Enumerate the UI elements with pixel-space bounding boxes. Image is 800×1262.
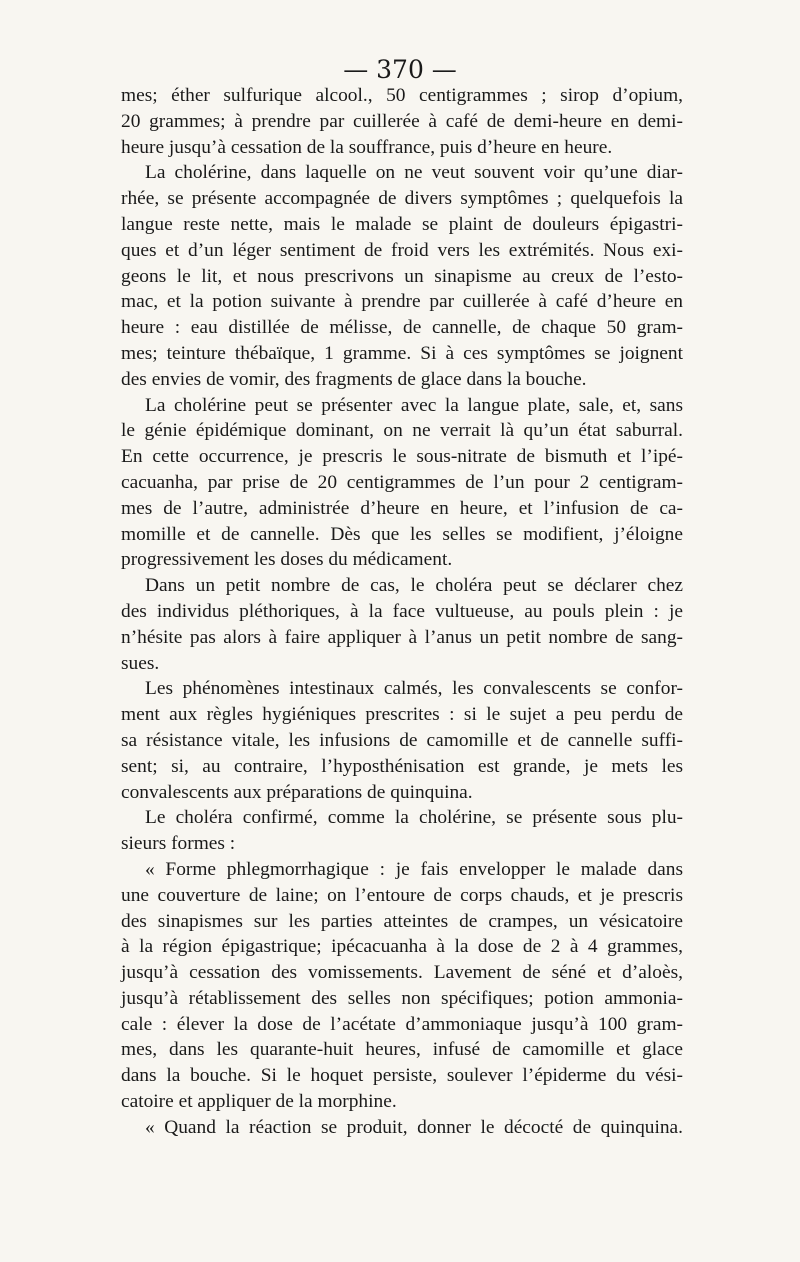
text-line: sa résistance vitale, les infusions de camomille et de cannelle suffi- [121,729,683,751]
text-line: Dans un petit nombre de cas, le choléra peut se déclarer chez [145,575,683,597]
text-line: En cette occurrence, je prescris le sous-nitrate de bismuth et l’ipé- [121,446,683,468]
text-line: dans la bouche. Si le hoquet persiste, soulever l’épiderme du vési- [121,1065,683,1087]
text-line: mes; éther sulfurique alcool., 50 centigrammes ; sirop d’opium, [121,85,683,106]
text-line: ment aux règles hygiéniques prescrites : si le sujet a peu perdu de [121,704,683,726]
text-line: ques et d’un léger sentiment de froid vers les extrémités. Nous exi- [121,239,683,261]
text-line: sieurs formes : [121,833,236,855]
text-line: mes de l’autre, administrée d’heure en heure, et l’infusion de ca- [121,497,683,519]
text-line: mes; teinture thébaïque, 1 gramme. Si à ces symptômes se joignent [121,342,683,364]
text-line: Le choléra confirmé, comme la cholérine, se présente sous plu- [145,807,683,829]
page-number: — 370 — [343,55,457,84]
text-line: convalescents aux préparations de quinquina. [121,781,473,803]
text-line: cale : élever la dose de l’acétate d’ammoniaque jusqu’à 100 gram- [121,1013,683,1035]
text-line: catoire et appliquer de la morphine. [121,1091,397,1113]
text-line: des sinapismes sur les parties atteintes de crampes, un vésicatoire [121,910,683,932]
text-line: sent; si, au contraire, l’hyposthénisation est grande, je mets les [121,755,683,777]
text-line: n’hésite pas alors à faire appliquer à l’anus un petit nombre de sang- [121,626,683,648]
body-text [121,83,683,1141]
text-line: à la région épigastrique; ipécacuanha à la dose de 2 à 4 grammes, [121,936,683,958]
text-line: des individus pléthoriques, à la face vultueuse, au pouls plein : je [121,600,683,622]
text-line: « Forme phlegmorrhagique : je fais envelopper le malade dans [145,858,683,880]
text-line: 20 grammes; à prendre par cuillerée à café de demi-heure en demi- [121,110,683,132]
text-line: heure jusqu’à cessation de la souffrance, puis d’heure en heure. [121,136,613,158]
text-line: geons le lit, et nous prescrivons un sinapisme au creux de l’esto- [121,265,683,287]
text-line: mac, et la potion suivante à prendre par cuillerée à café d’heure en [121,291,683,313]
text-line: Les phénomènes intestinaux calmés, les convalescents se confor- [145,678,683,700]
text-line: jusqu’à rétablissement des selles non spécifiques; potion ammonia- [121,987,683,1009]
text-line: jusqu’à cessation des vomissements. Lavement de séné et d’aloès, [121,962,683,984]
text-line: heure : eau distillée de mélisse, de cannelle, de chaque 50 gram- [121,317,683,339]
text-line: mes, dans les quarante-huit heures, infusé de camomille et glace [121,1039,683,1061]
text-line: momille et de cannelle. Dès que les selles se modifient, j’éloigne [121,523,683,545]
text-line: le génie épidémique dominant, on ne verrait là qu’un état saburral. [121,420,683,442]
text-line: langue reste nette, mais le malade se plaint de douleurs épigastri- [121,213,683,235]
text-line: La cholérine, dans laquelle on ne veut souvent voir qu’une diar- [145,162,683,184]
text-line: cacuanha, par prise de 20 centigrammes de l’un pour 2 centigram- [121,471,683,493]
text-line: La cholérine peut se présenter avec la langue plate, sale, et, sans [145,394,683,416]
text-line: « Quand la réaction se produit, donner le décocté de quinquina. [145,1116,683,1138]
text-line: rhée, se présente accompagnée de divers symptômes ; quelquefois la [121,188,683,210]
text-line: une couverture de laine; on l’entoure de corps chauds, et je prescris [121,884,683,906]
text-line: des envies de vomir, des fragments de glace dans la bouche. [121,368,587,390]
text-line: sues. [121,652,160,674]
text-line: progressivement les doses du médicament. [121,549,453,571]
